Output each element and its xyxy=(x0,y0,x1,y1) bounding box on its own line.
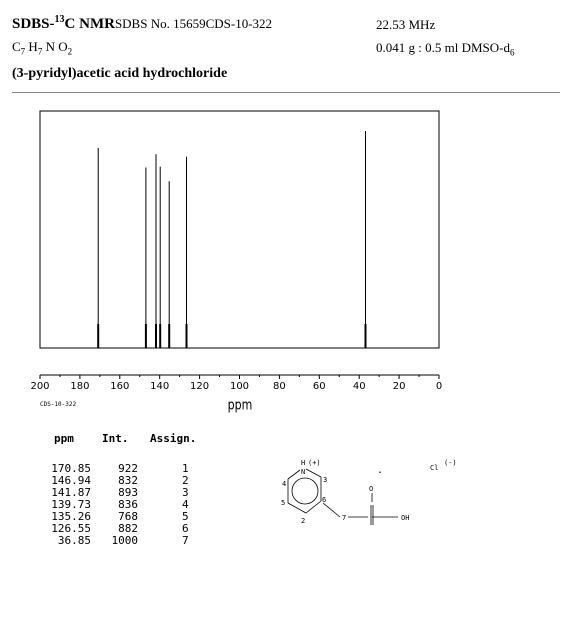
x-tick-label: 140 xyxy=(150,381,170,392)
ring-bond xyxy=(288,503,306,513)
table-cell-int: 882 xyxy=(118,522,138,535)
table-cell-int: 922 xyxy=(118,462,138,475)
atom-number-7: 7 xyxy=(342,514,347,522)
n-h: H xyxy=(301,459,306,467)
x-tick-label: 180 xyxy=(70,381,90,392)
x-tick-label: 60 xyxy=(312,381,326,392)
page-title xyxy=(12,14,272,33)
sample-info xyxy=(376,40,514,58)
header-divider xyxy=(12,92,560,93)
x-tick-label: 160 xyxy=(110,381,130,392)
dot: . xyxy=(377,465,384,476)
atom-number-2: 2 xyxy=(301,517,306,525)
formula-c: C xyxy=(12,39,21,54)
formula-n: N xyxy=(45,39,55,54)
formula-h: H xyxy=(28,39,38,54)
plot-frame xyxy=(40,111,439,348)
table-cell-int: 893 xyxy=(118,486,138,499)
aromatic-ring xyxy=(292,478,318,504)
compound-name: (3-pyridyl)acetic acid hydrochloride xyxy=(12,66,228,81)
formula-c-count: 7 xyxy=(20,46,26,57)
charge-plus: (+) xyxy=(308,459,321,467)
title-prefix: SDBS- xyxy=(12,16,55,32)
sample-sub: 6 xyxy=(509,47,515,58)
table-cell-int: 768 xyxy=(118,510,138,523)
table-cell-int: 832 xyxy=(118,474,138,487)
ring-bond xyxy=(306,501,321,513)
x-tick-label: 100 xyxy=(229,381,250,392)
structure-diagram xyxy=(268,455,478,550)
table-cell-assign: 7 xyxy=(182,534,189,547)
charge-minus: (-) xyxy=(444,459,457,467)
table-cell-ppm: 36.85 xyxy=(57,534,91,547)
formula-o-count: 2 xyxy=(67,46,73,57)
chloride: Cl xyxy=(430,464,439,472)
x-axis-label: ppm xyxy=(227,397,253,414)
table-cell-assign: 4 xyxy=(182,498,189,511)
x-tick-label: 0 xyxy=(435,381,443,392)
x-tick-label: 120 xyxy=(190,381,210,392)
sample-text: 0.041 g : 0.5 ml DMSO-d xyxy=(376,40,510,55)
table-cell-ppm: 141.87 xyxy=(51,486,91,499)
atom-number-5: 5 xyxy=(281,499,286,507)
table-cell-assign: 6 xyxy=(182,522,189,535)
code-label: CDS-10-322 xyxy=(40,401,77,408)
table-cell-ppm: 126.55 xyxy=(51,522,91,535)
formula-h-count: 7 xyxy=(37,46,43,57)
spectrum-chart xyxy=(0,100,570,420)
o-atom: O xyxy=(369,485,374,493)
table-cell-ppm: 146.94 xyxy=(51,474,91,487)
table-cell-assign: 5 xyxy=(182,510,189,523)
table-header: Int. xyxy=(102,432,129,445)
n-atom: N xyxy=(301,468,306,476)
x-tick-label: 200 xyxy=(30,381,50,392)
table-cell-ppm: 135.26 xyxy=(51,510,91,523)
table-header: Assign. xyxy=(150,432,197,445)
table-cell-assign: 1 xyxy=(182,462,189,475)
ring-bond xyxy=(306,469,321,477)
x-tick-label: 40 xyxy=(352,381,366,392)
table-cell-int: 1000 xyxy=(111,534,138,547)
x-tick-label: 80 xyxy=(273,381,286,392)
atom-number-6: 6 xyxy=(322,496,327,504)
table-cell-assign: 2 xyxy=(182,474,189,487)
atom-number-3: 3 xyxy=(323,476,328,484)
formula-o: O xyxy=(58,39,68,54)
table-cell-ppm: 139.73 xyxy=(51,498,91,511)
sdbs-number: SDBS No. 15659CDS-10-322 xyxy=(114,16,273,31)
ch2-bond xyxy=(323,503,340,517)
title-suffix: C NMR xyxy=(64,16,115,32)
atom-number-4: 4 xyxy=(282,480,287,488)
table-header: ppm xyxy=(54,432,74,445)
frequency: 22.53 MHz xyxy=(376,17,436,32)
oh-group: OH xyxy=(401,514,410,522)
table-cell-ppm: 170.85 xyxy=(51,462,91,475)
ring-bond xyxy=(288,470,300,479)
x-tick-label: 20 xyxy=(392,381,406,392)
title-isotope: 13 xyxy=(54,14,65,25)
table-cell-assign: 3 xyxy=(182,486,189,499)
table-cell-int: 836 xyxy=(118,498,138,511)
molecular-formula xyxy=(12,39,72,57)
